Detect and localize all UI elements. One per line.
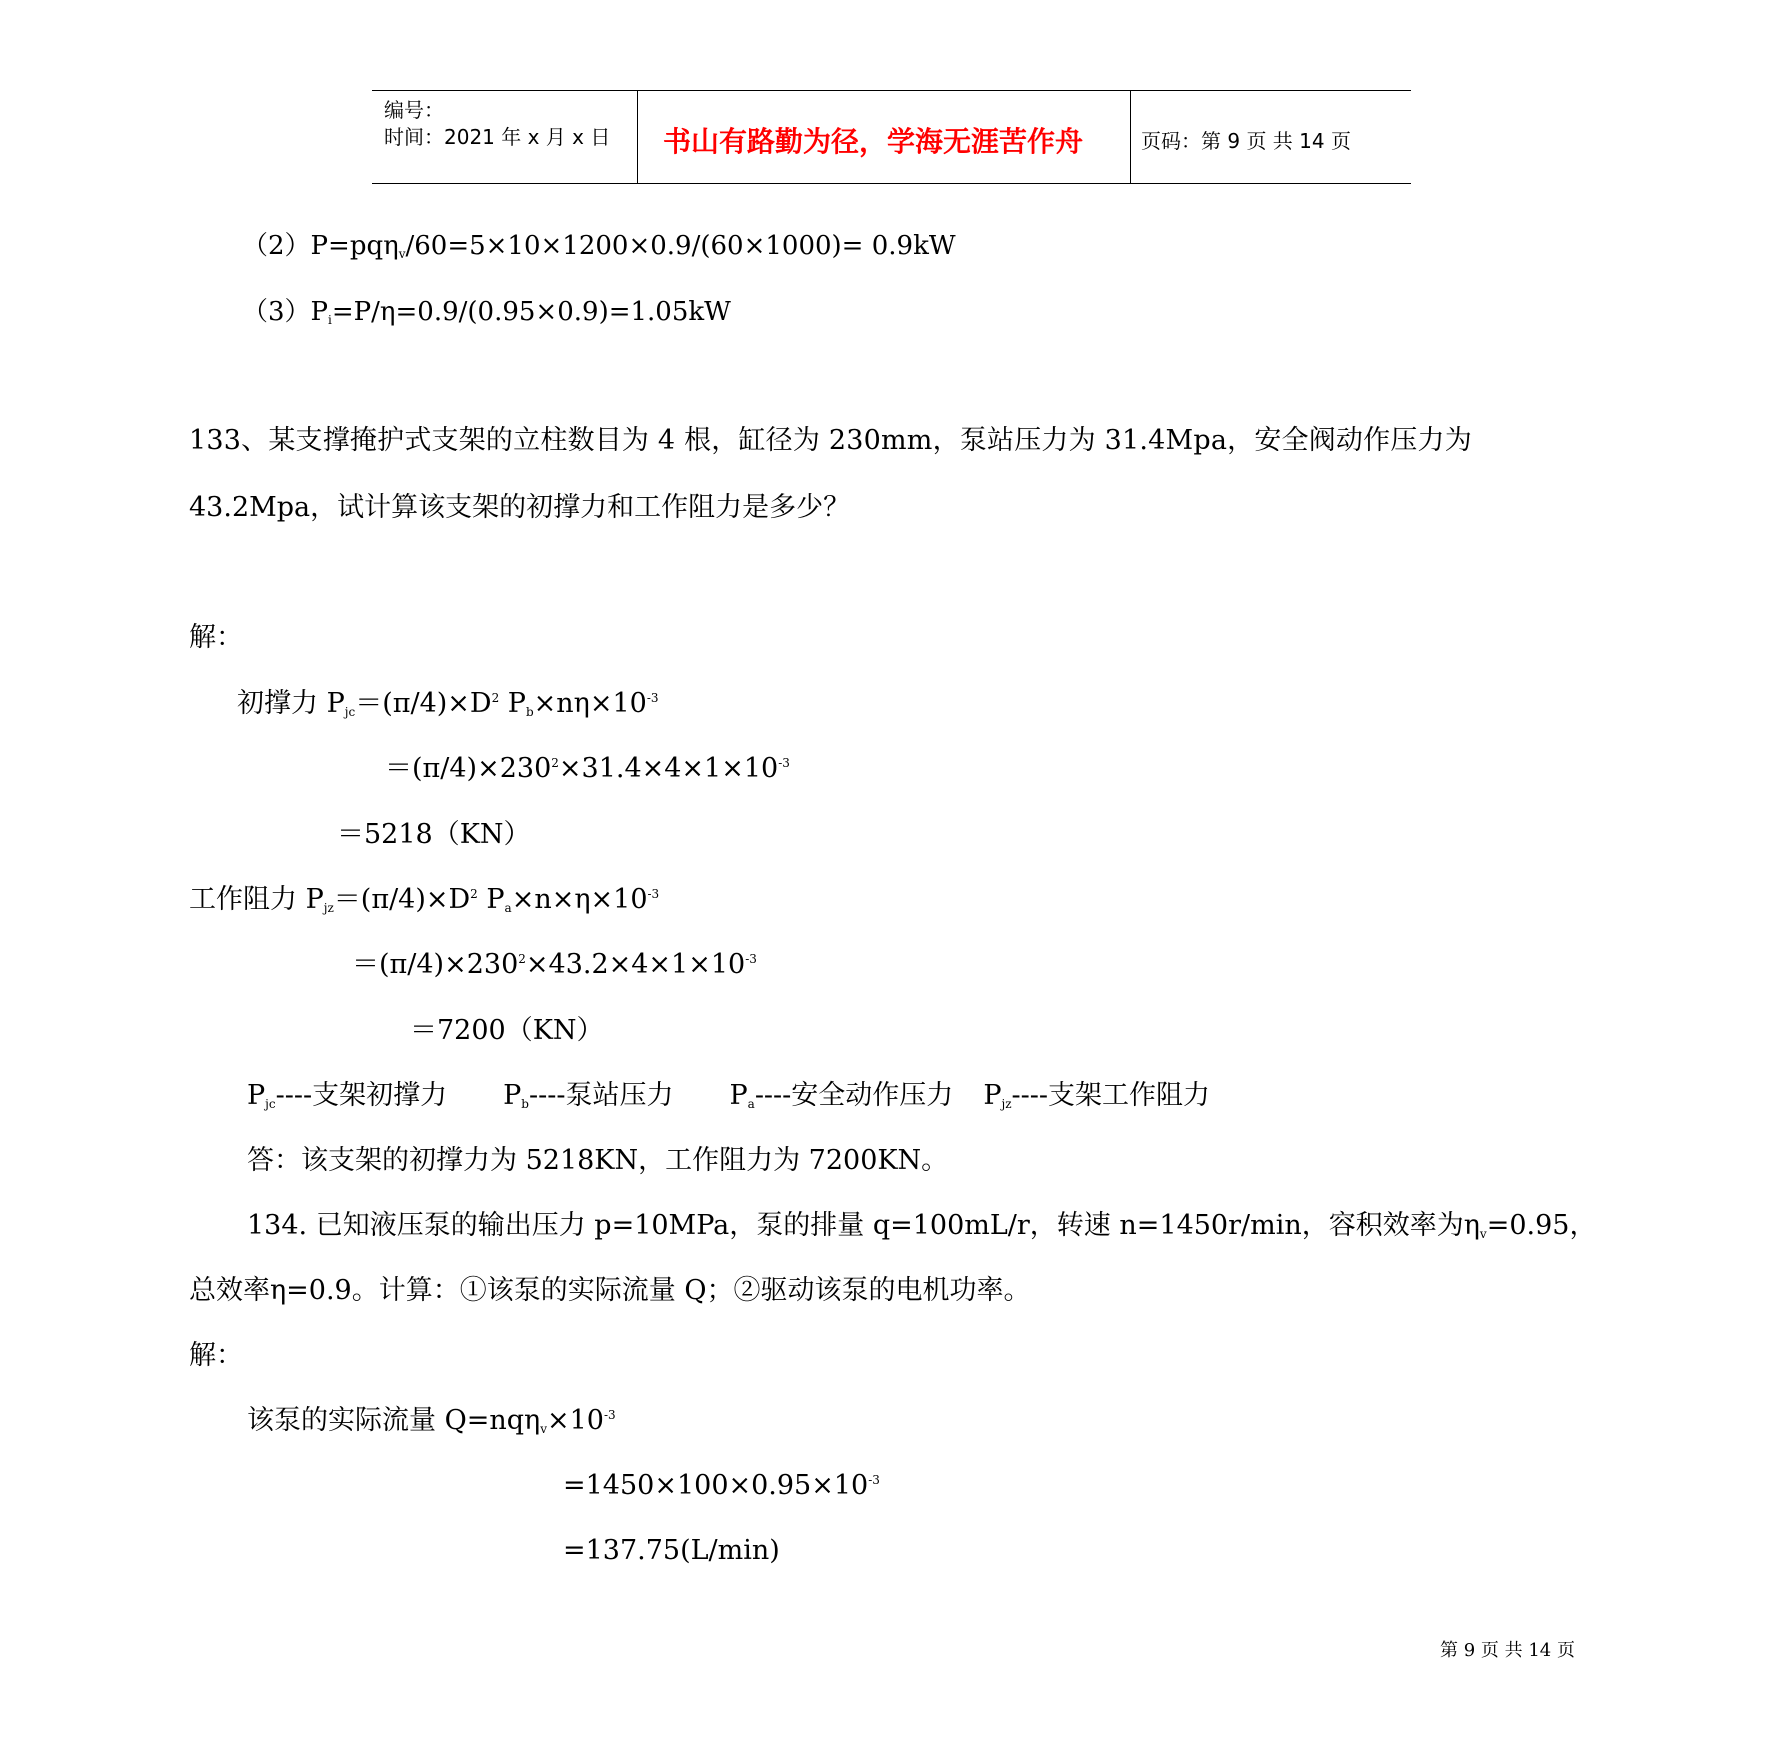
- question-133-line-2: 43.2Mpa，试计算该支架的初撑力和工作阻力是多少？: [189, 492, 851, 523]
- flow-calc: $=1450\times 100\times 0.95\times 10^{-3}$: [563, 1470, 880, 1501]
- flow-result: =137.75(L/min): [563, 1535, 780, 1566]
- header-divider-left: [637, 90, 638, 183]
- initial-support-calc: $=(\pi/4)\times 230^2\times 31.4\times 4\times 1\times 10^{-3}$: [385, 753, 790, 784]
- legend-item-pjc: $P_{jc}----$支架初撑力: [247, 1080, 448, 1111]
- question-134-line-2: 总效率η=0.9。计算：①该泵的实际流量 Q；②驱动该泵的电机功率。: [189, 1275, 1031, 1306]
- formula-line-3: $(3)P_i=P/\eta=0.9/(0.95\times 0.9)=1.05kW$: [242, 297, 731, 327]
- initial-support-result: ＝5218（KN）: [337, 819, 531, 850]
- footer-page-number: 第 9 页 共 14 页: [1440, 1640, 1575, 1661]
- header-divider-right: [1130, 90, 1131, 183]
- solution-label-133: 解：: [189, 622, 243, 653]
- header-date: 时间：2021 年 x 月 x 日: [384, 125, 611, 149]
- header-page-info: 页码：第 9 页 共 14 页: [1141, 129, 1351, 153]
- question-133-line-1: 133、某支撑掩护式支架的立柱数目为 4 根，缸径为 230mm，泵站压力为 31.4Mpa，安全阀动作压力为: [189, 425, 1472, 456]
- legend-item-pa: $P_a----$安全动作压力: [729, 1080, 954, 1111]
- legend-item-pb: $P_b----$泵站压力: [503, 1080, 674, 1111]
- working-resistance-result: ＝7200（KN）: [410, 1015, 604, 1046]
- header-top-rule: [372, 90, 1411, 91]
- working-resistance-calc: $=(\pi/4)\times 230^2\times 43.2\times 4\times 1\times 10^{-3}$: [352, 949, 757, 980]
- legend-line: [247, 1079, 1210, 1113]
- initial-support-formula: 初撑力 $P_{jc}=(\pi/4)\times D^2$ $P_b\times n\eta\times 10^{-3}$: [237, 688, 659, 719]
- formula-line-2: （2）P=pqη$_v$/60=5×10×1200×0.9/(60×1000)= 0.9kW: [242, 231, 956, 261]
- solution-label-134: 解：: [189, 1340, 243, 1371]
- header-serial: 编号：: [384, 98, 444, 122]
- flow-formula: 该泵的实际流量 $Q=nq\eta_v\times 10^{-3}$: [247, 1405, 616, 1436]
- header-motto: 书山有路勤为径，学海无涯苦作舟: [663, 125, 1084, 158]
- header-bottom-rule: [372, 183, 1411, 184]
- legend-item-pjz: $P_{jz}----$支架工作阻力: [983, 1080, 1211, 1111]
- answer-133: 答：该支架的初撑力为 5218KN，工作阻力为 7200KN。: [247, 1145, 949, 1176]
- question-134-line-1: 134. 已知液压泵的输出压力 p=10MPa，泵的排量 q=100mL/r，转速 n=1450r/min，容积效率为$\eta_v=0.95$，: [247, 1210, 1597, 1241]
- working-resistance-formula: 工作阻力 $P_{jz}=(\pi/4)\times D^2$ $P_a\times n\times\eta\times 10^{-3}$: [189, 884, 660, 915]
